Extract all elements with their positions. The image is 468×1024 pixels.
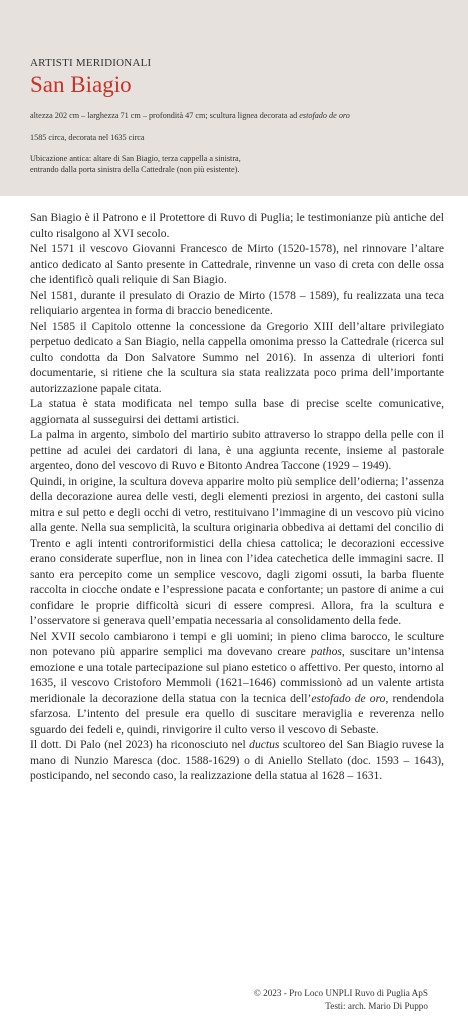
credits-text: Testi: arch. Mario Di Puppo bbox=[325, 1001, 428, 1011]
paragraph-1: San Biagio è il Patrono e il Protettore di Ruvo di Puglia; le testimonianze più antiche del culto risalgono al XVI secolo. bbox=[30, 211, 444, 240]
dimensions-prefix: altezza 202 cm – larghezza 71 cm – profondità 47 cm; scultura lignea decorata ad bbox=[30, 111, 300, 121]
dating-text: 1585 circa, decorata nel 1635 circa bbox=[30, 132, 145, 142]
paragraph-3: Nel 1581, durante il presulato di Orazio de Mirto (1578 – 1589), fu realizzata una teca reliquiario argentea in forma di braccio benedicente. bbox=[30, 288, 444, 317]
paragraph-8-part-a: Nel XVII secolo cambiarono i tempi e gli uomini; in pieno clima barocco, le sculture non potevano più apparire semplici ma dovevano creare bbox=[30, 629, 444, 658]
dimensions-text bbox=[30, 110, 448, 121]
paragraph-8-italic-estofado: estofado de oro bbox=[311, 691, 386, 705]
paragraph-8-part-e: , rendendola sfarzosa. L’intento del presule era quello di suscitare meraviglia e reverenza nello sguardo dei fedeli e, quindi, rinvigorire il culto verso il vescovo di Sebaste. bbox=[30, 691, 444, 736]
paragraph-9-part-c: scultoreo del San Biagio ruvese la mano di Nunzio Maresca (doc. 1588-1629) o di Aniello Stellato (doc. 1593 – 1643), posticipando, nel secondo caso, la realizzazione della statua al 1628 – 1631. bbox=[30, 738, 444, 782]
paragraph-2: Nel 1571 il vescovo Giovanni Francesco de Mirto (1520-1578), nel rinnovare l’altare antico dedicato al Santo presente in Cattedrale, rinvenne un vaso di creta con delle ossa che identificò quali reliquie di San Biagio. bbox=[30, 242, 444, 286]
paragraph-9-italic-ductus: ductus bbox=[249, 738, 280, 751]
paragraph-8-part-c: , suscitare un’intensa emozione e una totale partecipazione sul piano estetico o affettivo. Per questo, intorno al 1635, il vescovo Cristoforo Memmoli (1621–1646) commissionò ad un valente artista meridionale la decorazione della statua con la tecnica dell’ bbox=[30, 645, 444, 705]
paragraph-7: Quindi, in origine, la scultura doveva apparire molto più semplice dell’odierna; l’assenza della decorazione aurea delle vesti, degli elementi preziosi in argento, dei castoni sulla mitra e sul petto e degli occhi di vetro, restituivano l’immagine di un vescovo più vicino alla gente. Nella sua semplicità, la scultura originaria obbediva ai dettami del concilio di Trento e agli intenti controriformistici della chiesa cattolica; le decorazioni eccessive erano considerate superflue, non in linea con l’idea catechetica delle immagini sacre. Il santo era percepito come un semplice vescovo, dagli zigomi ossuti, la barba fluente raccolta in ciocche ondate e l’espressione pacata e confortante; un pastore di anime a cui confidare le proprie difficoltà sicuri di essere compresi. Allora, fra la scultura e l’osservatore si generava quell’empatia necessaria al consolidamento della fede. bbox=[30, 474, 444, 627]
paragraph-8 bbox=[30, 629, 444, 738]
footer bbox=[0, 987, 468, 1013]
location-text bbox=[30, 153, 448, 175]
dimensions-italic: estofado de oro bbox=[299, 111, 350, 121]
paragraph-5: La statua è stata modificata nel tempo sulla base di precise scelte comunicative, aggiornata al susseguirsi dei dettami artistici. bbox=[30, 397, 444, 426]
page-title: San Biagio bbox=[30, 72, 132, 97]
paragraph-4: Nel 1585 il Capitolo ottenne la concessione da Gregorio XIII dell’altare privilegiato perpetuo dedicato a San Biagio, nella cappella omonima presso la Cattedrale (ricerca sul culto condotta da Don Salvatore Summo nel 2016). In assenza di ulteriori fonti documentarie, si ritiene che la scultura sia stata realizzata poco prima dell’importante autorizzazione papale citata. bbox=[30, 319, 444, 395]
paragraph-6: La palma in argento, simbolo del martirio subito attraverso lo strappo della pelle con il pettine ad aculei dei cardatori di lana, è una aggiunta recente, insieme al pastorale argenteo, dono del vescovo di Ruvo e Bitonto Andrea Taccone (1929 – 1949). bbox=[30, 428, 444, 472]
category-label: ARTISTI MERIDIONALI bbox=[30, 57, 152, 69]
paragraph-9-part-a: Il dott. Di Palo (nel 2023) ha riconosciuto nel bbox=[30, 738, 250, 751]
location-line-2: entrando dalla porta sinistra della Cattedrale (non più esistente). bbox=[30, 164, 240, 174]
location-line-1: Ubicazione antica: altare di San Biagio, terza cappella a sinistra, bbox=[30, 153, 241, 163]
paragraph-8-italic-pathos: pathos bbox=[310, 645, 342, 658]
main-text bbox=[0, 196, 468, 784]
paragraph-9 bbox=[30, 737, 444, 784]
copyright-text: © 2023 - Pro Loco UNPLI Ruvo di Puglia ApS bbox=[253, 988, 428, 998]
header-panel bbox=[0, 0, 468, 196]
